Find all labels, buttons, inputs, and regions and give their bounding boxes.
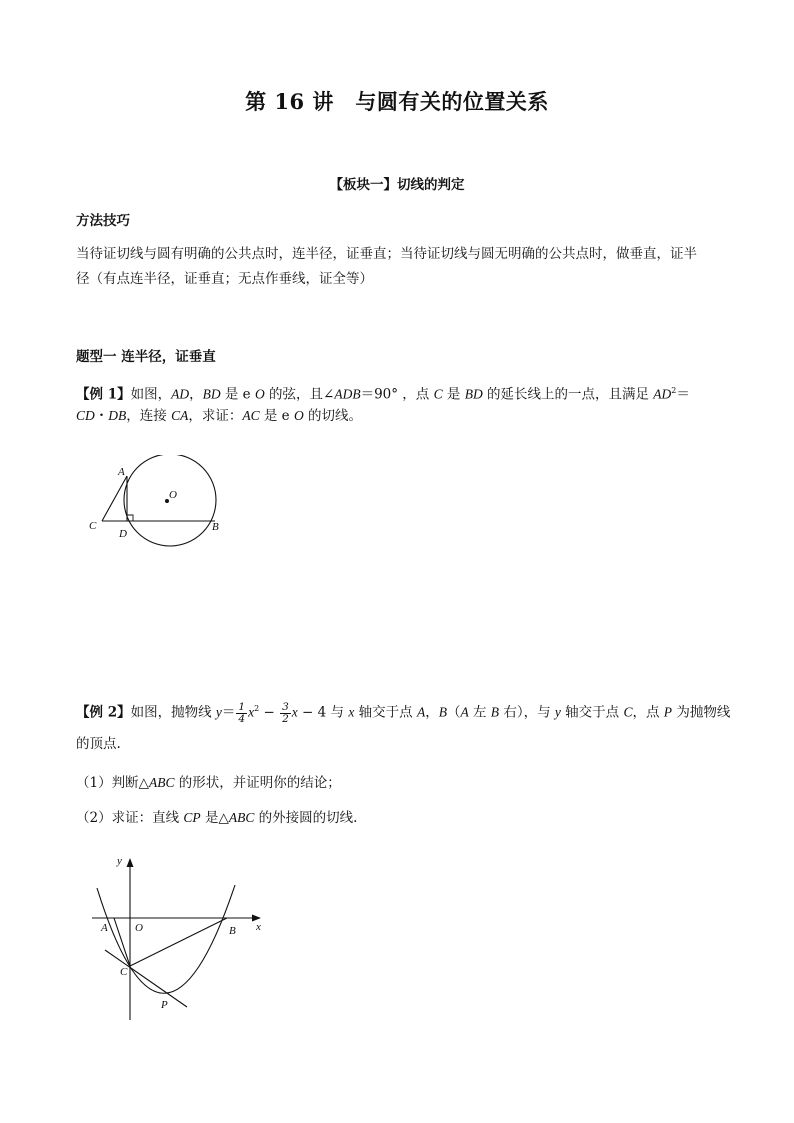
example2-figure	[85, 850, 270, 1025]
label-y: y	[117, 855, 122, 867]
example1-line2: CD・DB，连接 CA，求证：AC 是 e O 的切线。	[76, 408, 363, 424]
label-d: D	[119, 528, 127, 540]
label-a: A	[118, 466, 125, 478]
y-axis-arrow	[127, 858, 134, 867]
label-o: O	[135, 922, 143, 934]
example2-question2: （2）求证：直线 CP 是△ABC 的外接圆的切线.	[76, 810, 358, 826]
method-text-line1: 当待证切线与圆有明确的公共点时，连半径，证垂直；当待证切线与圆无明确的公共点时，做垂直，证半	[76, 246, 697, 262]
label-a: A	[101, 922, 108, 934]
page-title: 第 16 讲 与圆有关的位置关系	[245, 89, 549, 114]
method-text-line2: 径（有点连半径，证垂直；无点作垂线，证全等）	[76, 271, 373, 287]
example2-tag: 【例 2】	[76, 704, 131, 721]
example2-line2: 的顶点.	[76, 736, 121, 752]
type1-heading: 题型一 连半径，证垂直	[76, 349, 216, 365]
label-p: P	[161, 999, 168, 1011]
example2-line1: 【例 2】如图，抛物线 y＝ $\frac{1}{4}$ $x^2$ − $\frac{3}{2}$ x − 4 与 x 轴交于点 A，B（A 左 B 右），与 y 轴交于点 C，点 P 为抛物线	[76, 700, 731, 725]
label-b: B	[212, 521, 219, 533]
method-heading: 方法技巧	[76, 213, 130, 229]
example1-figure	[80, 455, 230, 560]
example2-question1: （1）判断△ABC 的形状，并证明你的结论；	[76, 775, 341, 791]
module-heading: 【板块一】切线的判定	[329, 177, 465, 193]
parabola	[97, 885, 235, 993]
example1-line1: 【例 1】如图，AD，BD 是 e O 的弦，且∠ADB＝90° ，点 C 是 BD 的延长线上的一点，且满足 $AD^2=$	[76, 386, 690, 403]
label-b: B	[229, 925, 236, 937]
label-o: O	[169, 489, 177, 501]
label-c: C	[120, 966, 128, 978]
fraction-three-halves: $\frac{3}{2}$	[282, 700, 289, 725]
example1-tag: 【例 1】	[76, 386, 131, 403]
fraction-one-fourth: $\frac{1}{4}$	[238, 700, 246, 725]
label-x: x	[256, 921, 261, 933]
line-ca	[102, 476, 127, 521]
label-c: C	[89, 520, 97, 532]
